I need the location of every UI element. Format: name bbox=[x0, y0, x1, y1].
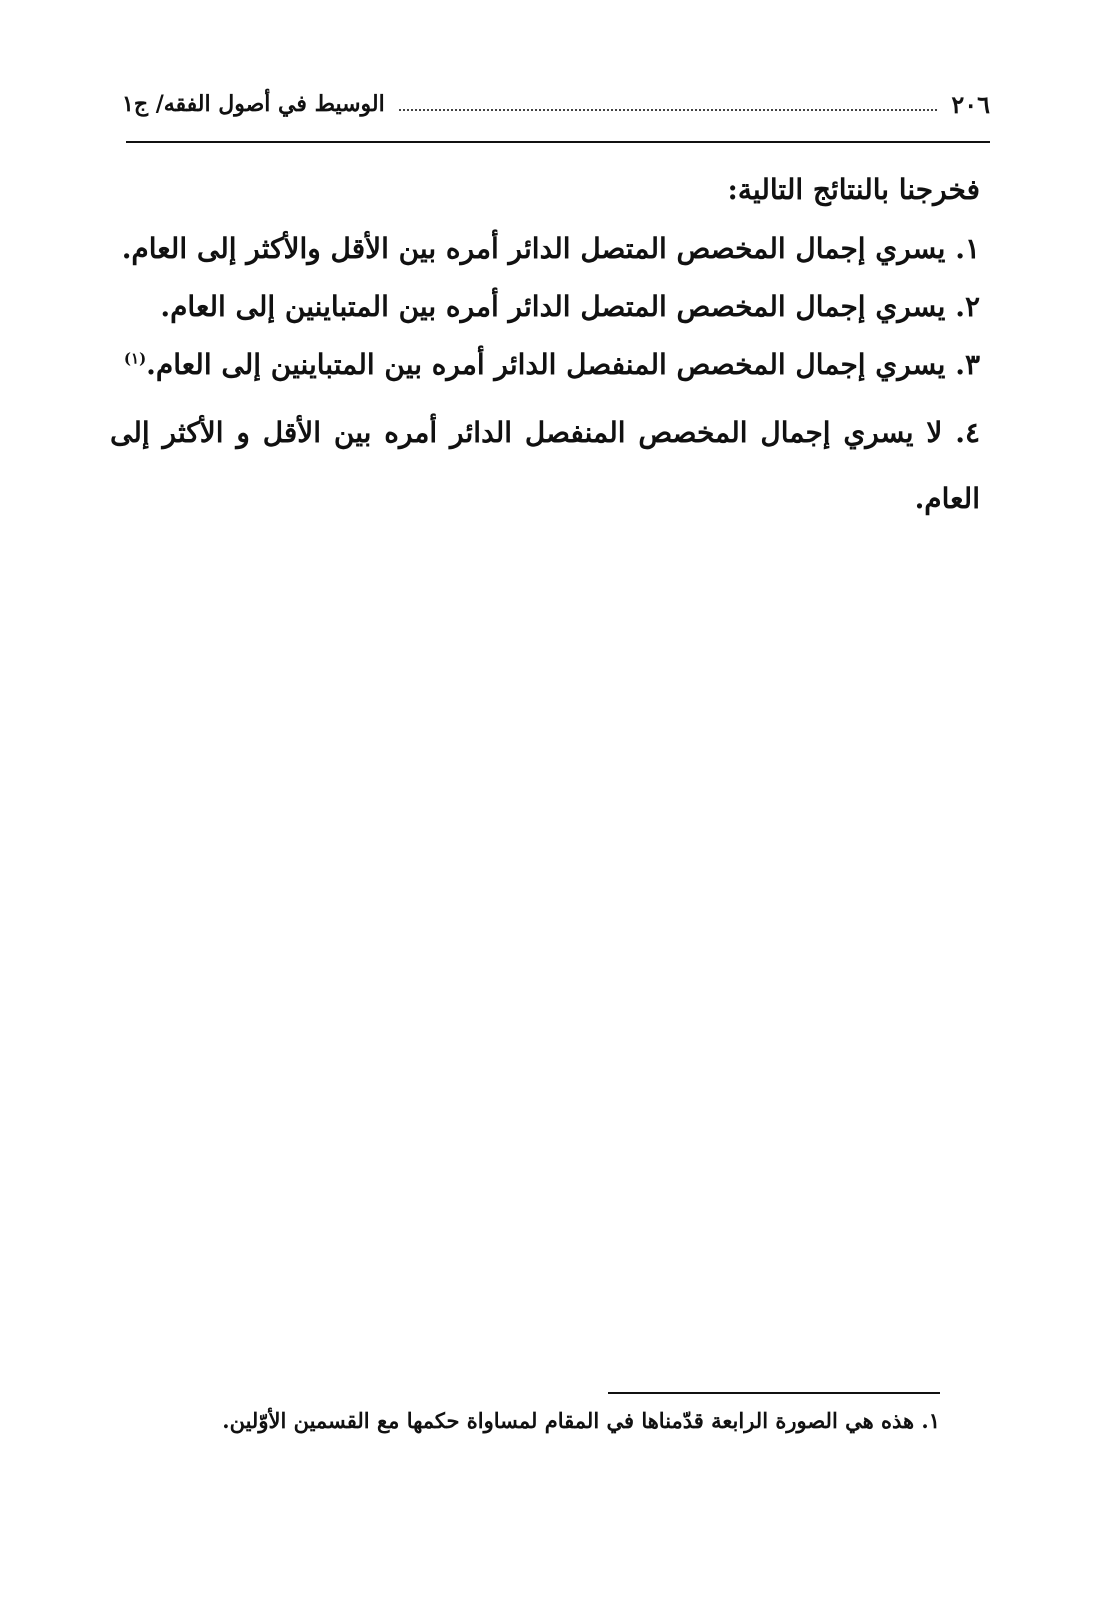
header-rule bbox=[126, 141, 990, 143]
result-item-4 bbox=[110, 400, 990, 532]
item-number: ١ bbox=[964, 232, 980, 265]
running-header bbox=[122, 82, 990, 126]
header-dotted-leader bbox=[399, 109, 938, 111]
book-title: الوسيط في أصول الفقه/ ج١ bbox=[122, 91, 385, 117]
item-number: ٤ bbox=[964, 416, 980, 449]
item-number: ٣ bbox=[964, 348, 980, 381]
result-item-3 bbox=[110, 342, 990, 388]
item-text: . يسري إجمال المخصص المتصل الدائر أمره بين الأقل والأكثر إلى العام. bbox=[121, 232, 965, 265]
item-text: . يسري إجمال المخصص المتصل الدائر أمره بين المتباينين إلى العام. bbox=[160, 290, 965, 323]
footnote-rule bbox=[608, 1392, 940, 1394]
footnote-number: ١ bbox=[928, 1408, 940, 1433]
page-number: ٢٠٦ bbox=[951, 89, 990, 119]
footnote-reference[interactable]: (١) bbox=[123, 349, 147, 368]
main-body bbox=[110, 168, 990, 532]
intro-line: فخرجنا بالنتائج التالية: bbox=[727, 173, 980, 206]
item-number: ٢ bbox=[964, 290, 980, 323]
result-item-1 bbox=[110, 226, 990, 272]
item-text: . لا يسري إجمال المخصص المنفصل الدائر أمره بين الأقل و الأكثر إلى العام. bbox=[110, 416, 980, 515]
footnote-1 bbox=[200, 1404, 940, 1438]
footnote-text: . هذه هي الصورة الرابعة قدّمناها في المقام لمساواة حكمها مع القسمين الأوّلين. bbox=[222, 1408, 929, 1433]
item-text: . يسري إجمال المخصص المنفصل الدائر أمره بين المتباينين إلى العام. bbox=[146, 348, 965, 381]
result-item-2 bbox=[110, 284, 990, 330]
